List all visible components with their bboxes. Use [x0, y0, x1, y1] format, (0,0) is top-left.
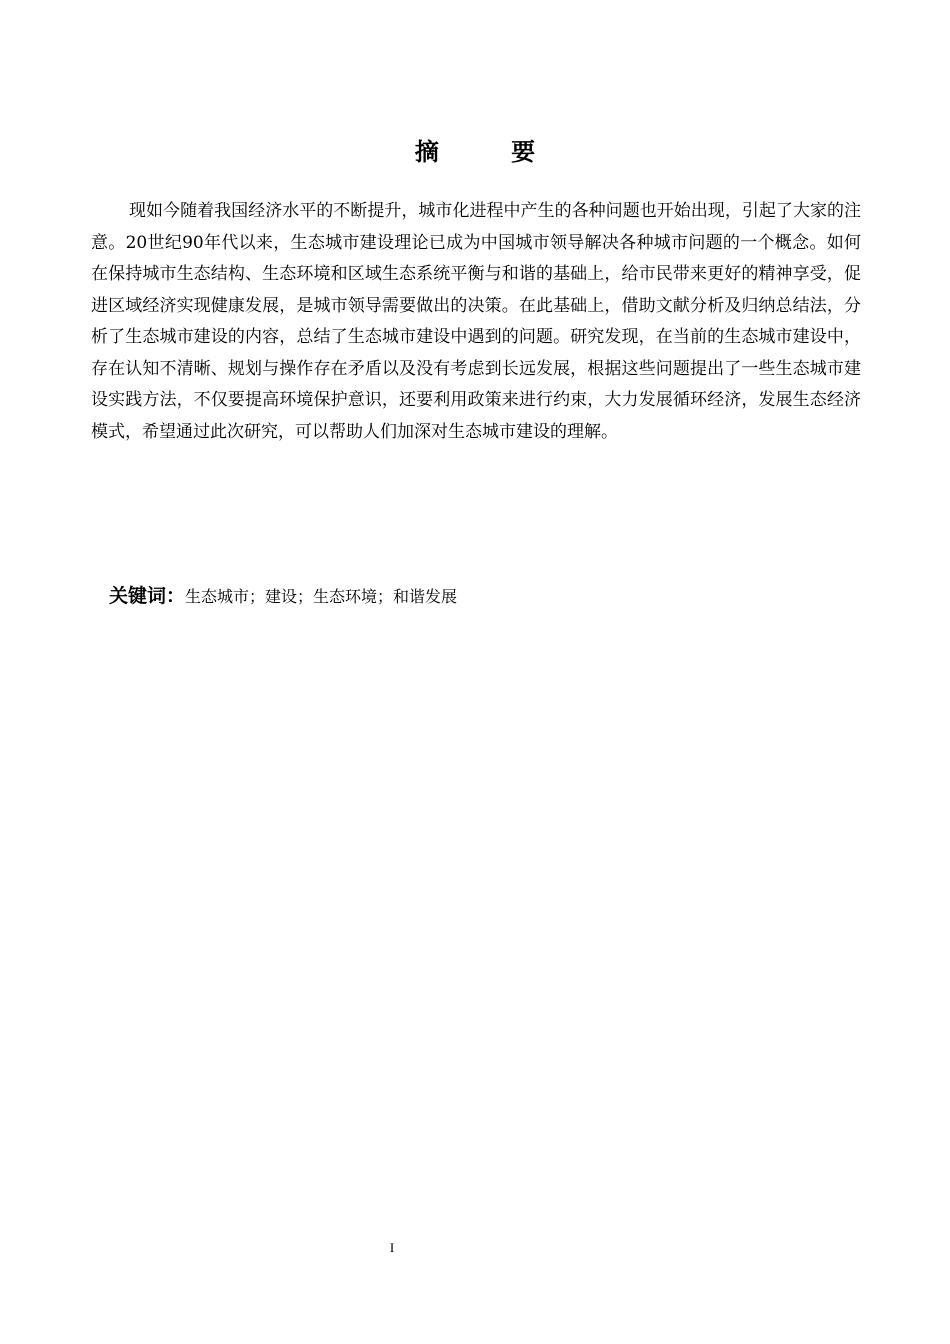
keywords-list: 生态城市；建设；生态环境；和谐发展 — [185, 587, 458, 606]
abstract-title: 摘 要 — [414, 138, 568, 166]
keywords-line — [109, 581, 869, 612]
keywords-label: 关键词： — [109, 585, 186, 607]
abstract-paragraph: 现如今随着我国经济水平的不断提升，城市化进程中产生的各种问题也开始出现，引起了大家的注意。20世纪90年代以来，生态城市建设理论已成为中国城市领导解决各种城市问题的一个概念。如何在保持城市生态结构、生态环境和区域生态系统平衡与和谐的基础上，给市民带来更好的精神享受，促进区域经济实现健康发展，是城市领导需要做出的决策。在此基础上，借助文献分析及归纳总结法，分析了生态城市建设的内容，总结了生态城市建设中遇到的问题。研究发现，在当前的生态城市建设中，存在认知不清晰、规划与操作存在矛盾以及没有考虑到长远发展，根据这些问题提出了一些生态城市建设实践方法，不仅要提高环境保护意识，还要利用政策来进行约束，大力发展循环经济，发展生态经济模式，希望通过此次研究，可以帮助人们加深对生态城市建设的理解。 — [91, 201, 861, 442]
page-number: I — [389, 1240, 395, 1255]
